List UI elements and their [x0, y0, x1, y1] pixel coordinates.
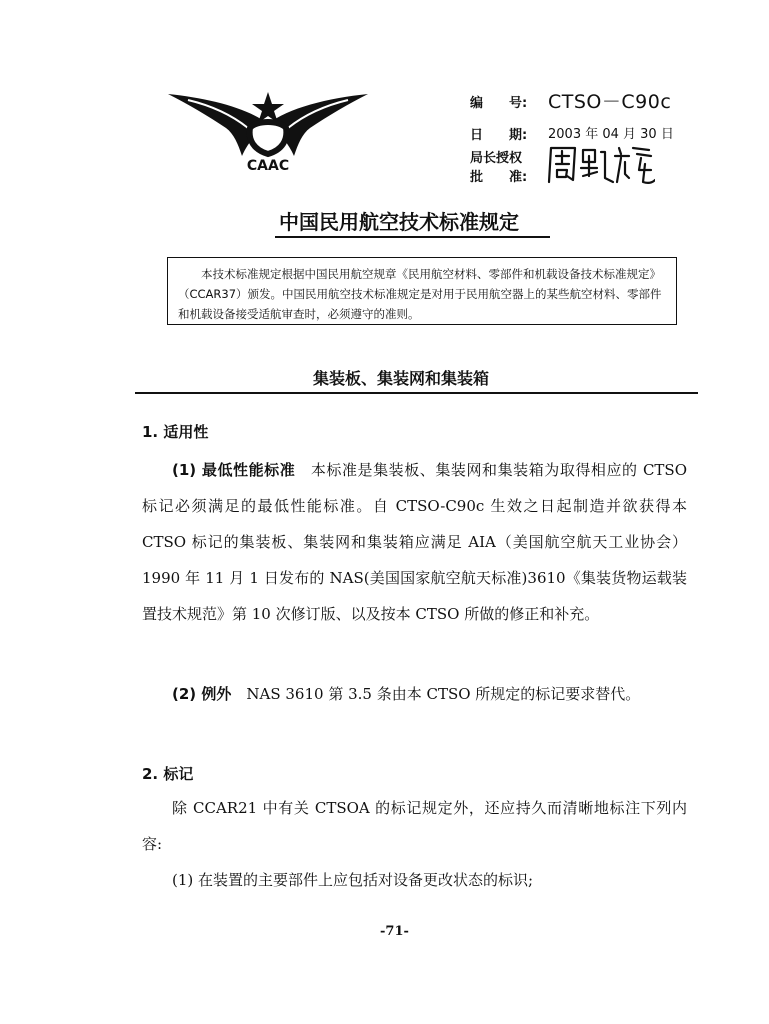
section1-heading: 1. 适用性	[142, 423, 209, 441]
section1-item1	[142, 452, 687, 632]
subject-rule	[135, 392, 698, 394]
page-title: 中国民用航空技术标准规定	[279, 210, 519, 234]
section2-para-text: 除 CCAR21 中有关 CTSOA 的标记规定外，还应持久而清晰地标注下列内容:	[142, 799, 687, 853]
number-label: 编 号:	[470, 96, 528, 111]
signature	[545, 142, 655, 192]
section1-item2-label: (2) 例外	[172, 685, 232, 703]
page-number: -71-	[380, 924, 409, 939]
section2-heading: 2. 标记	[142, 765, 194, 783]
section1-item1-text: 本标准是集装板、集装网和集装箱为取得相应的 CTSO 标记必须满足的最低性能标准。自 CTSO-C90c 生效之日起制造并欲获得本 CTSO 标记的集装板、集装网和集装箱应满足 AIA（美国航空航天工业协会）1990 年 11 月 1 日发布的 NAS(美国国家航空航天标准)3610《集装货物运载装置技术规范》第 10 次修订版、以及按本 CTSO 所做的修正和补充。	[142, 461, 688, 623]
date-value: 2003 年 04 月 30 日	[548, 127, 674, 142]
approval-label-2: 批 准:	[470, 170, 528, 185]
section2-item1-text: (1) 在装置的主要部件上应包括对设备更改状态的标识;	[172, 871, 534, 889]
logo-text: CAAC	[246, 158, 290, 174]
date-label: 日 期:	[470, 128, 528, 143]
section2-item1	[142, 862, 687, 898]
handwritten-signature-icon	[545, 142, 655, 188]
section2-para	[142, 790, 687, 862]
section1-item1-label: (1) 最低性能标准	[172, 461, 296, 479]
subject-title: 集装板、集装网和集装箱	[313, 369, 490, 388]
notice-text: 本技术标准规定根据中国民用航空规章《民用航空材料、零部件和机载设备技术标准规定》（CCAR37）颁发。中国民用航空技术标准规定是对用于民用航空器上的某些航空材料、零部件和机载设备接受适航审查时，必须遵守的准则。	[178, 267, 662, 321]
title-underline	[275, 236, 550, 238]
section1-item2-text: NAS 3610 第 3.5 条由本 CTSO 所规定的标记要求替代。	[231, 685, 641, 703]
section1-item2	[142, 676, 687, 712]
number-value: CTSO－C90c	[548, 91, 672, 113]
notice-box	[167, 257, 677, 325]
approval-label-1: 局长授权	[470, 151, 523, 166]
